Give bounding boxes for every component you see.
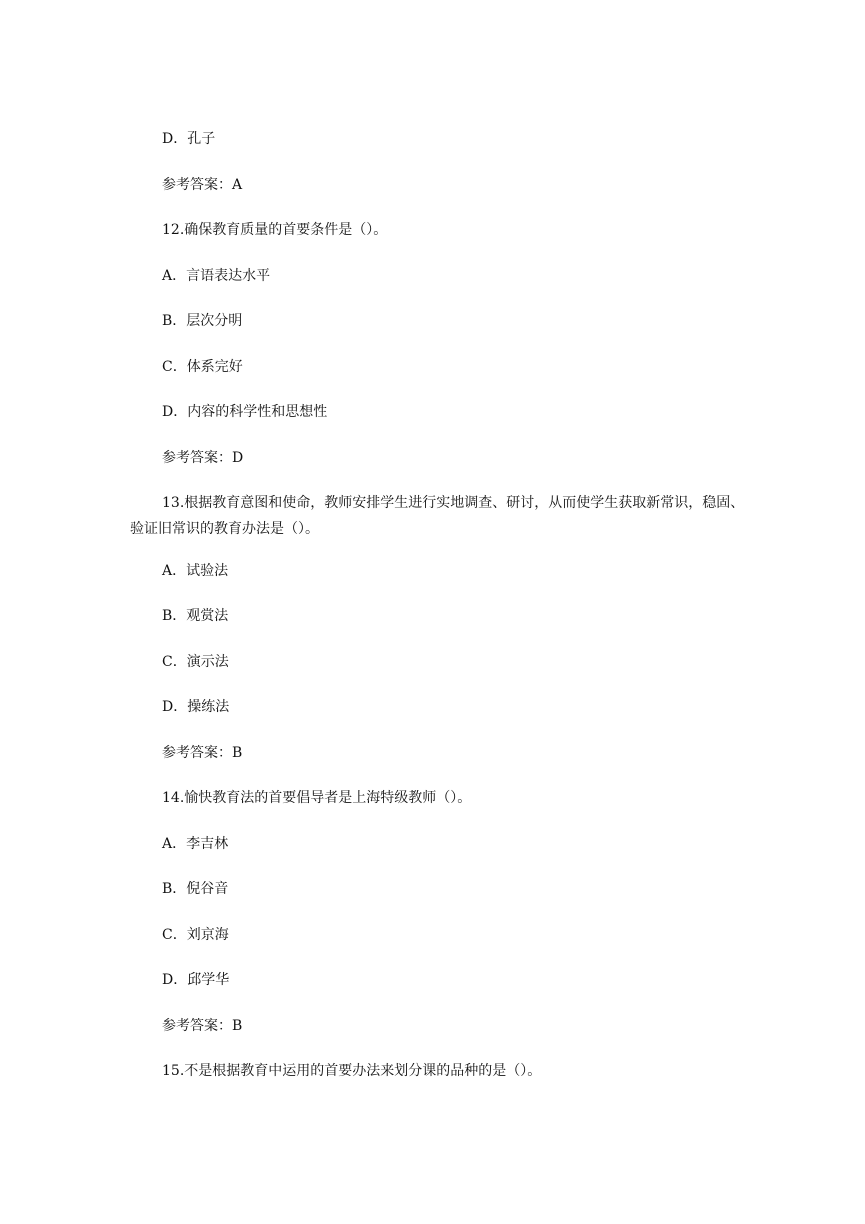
q14-option-a: A．李吉林	[162, 836, 229, 852]
q14-option-b: B．倪谷音	[162, 881, 229, 897]
q14-answer: 参考答案：B	[162, 1018, 243, 1034]
q11-answer: 参考答案：A	[162, 177, 243, 193]
q15-question: 15.不是根据教育中运用的首要办法来划分课的品种的是（）。	[162, 1063, 542, 1079]
q12-answer: 参考答案：D	[162, 450, 244, 466]
q13-option-c: C．演示法	[162, 654, 229, 670]
q12-option-b: B．层次分明	[162, 313, 243, 329]
q11-option-d: D．孔子	[162, 131, 216, 147]
q14-question: 14.愉快教育法的首要倡导者是上海特级教师（）。	[162, 790, 472, 806]
q13-answer: 参考答案：B	[162, 745, 243, 761]
q12-option-d: D．内容的科学性和思想性	[162, 404, 328, 420]
q13-option-b: B．观赏法	[162, 608, 229, 624]
q14-option-d: D．邱学华	[162, 972, 230, 988]
q13-option-a: A．试验法	[162, 563, 229, 579]
q13-option-d: D．操练法	[162, 699, 230, 715]
q13-question: 13.根据教育意图和使命，教师安排学生进行实地调查、研讨，从而使学生获取新常识，稳固、验证旧常识的教育办法是（）。	[130, 495, 745, 537]
q12-option-c: C．体系完好	[162, 359, 243, 375]
q12-option-a: A．言语表达水平	[162, 268, 271, 284]
q12-question: 12.确保教育质量的首要条件是（）。	[162, 222, 388, 238]
q14-option-c: C．刘京海	[162, 927, 229, 943]
